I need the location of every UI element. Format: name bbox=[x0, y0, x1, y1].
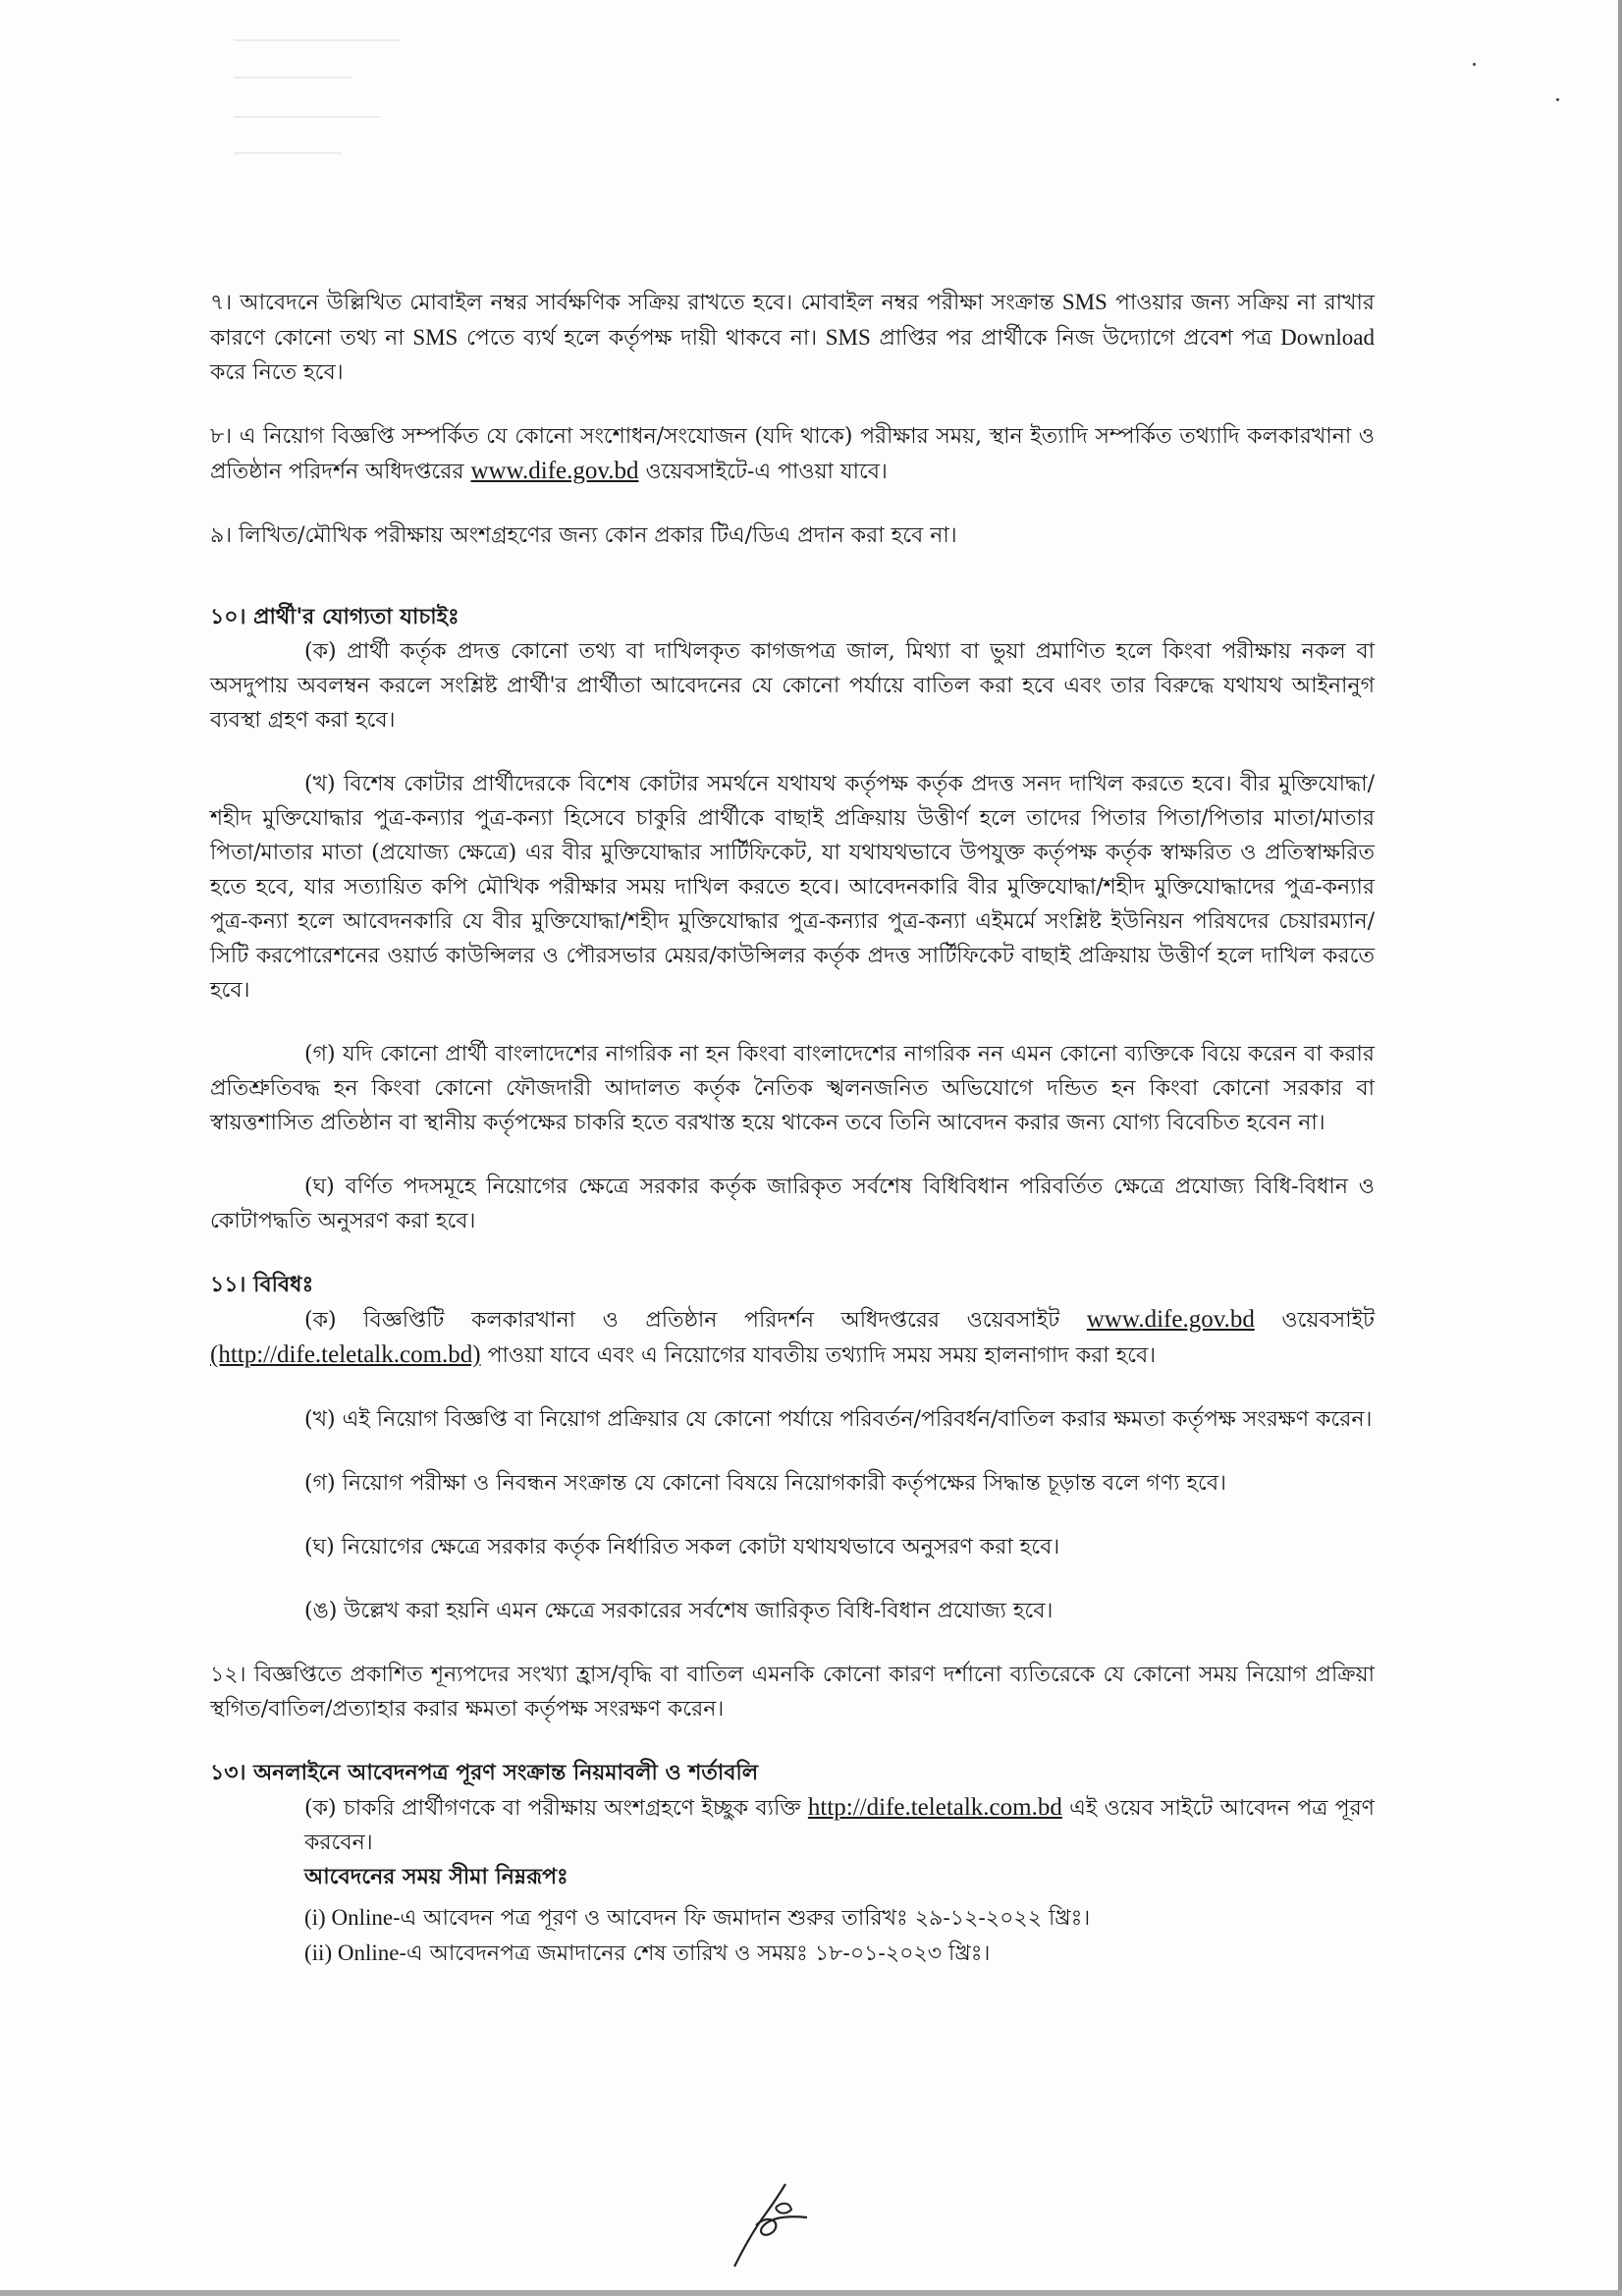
timeline-deadline bbox=[210, 1936, 1375, 1971]
scan-speck bbox=[1473, 63, 1476, 66]
item-11-uma: (ঙ) উল্লেখ করা হয়নি এমন ক্ষেত্রে সরকারের সর্বশেষ জারিকৃত বিধি-বিধান প্রযোজ্য হবে। bbox=[304, 1599, 1054, 1623]
dife-website-link[interactable]: www.dife.gov.bd bbox=[1086, 1306, 1255, 1333]
item-11-gha: (ঘ) নিয়োগের ক্ষেত্রে সরকার কর্তৃক নির্ধারিত সকল কোটা যথাযথভাবে অনুসরণ করা হবে। bbox=[304, 1535, 1060, 1559]
item-8-text: ওয়েবসাইটে-এ পাওয়া যাবে। bbox=[638, 460, 888, 484]
timeline-start bbox=[210, 1900, 1375, 1936]
item-7-download: Download bbox=[1280, 325, 1375, 350]
show-through-line bbox=[234, 116, 381, 118]
timeline-deadline-text: -এ আবেদনপত্র জমাদানের শেষ তারিখ ও সময়ঃ ১৮-০১-২০২৩ খ্রিঃ। bbox=[399, 1941, 991, 1966]
item-13-ka-text: এই ওয়েব সাইটে আবেদন পত্র পূরণ করবেন। bbox=[304, 1796, 1375, 1855]
item-10-kha: (খ) বিশেষ কোটার প্রার্থীদেরকে বিশেষ কোটার সমর্থনে যথাযথ কর্তৃপক্ষ কর্তৃক প্রদত্ত সনদ দাখিল করতে হবে। বীর মুক্তিযোদ্ধা/শহীদ মুক্তিযোদ্ধার পুত্র-কন্যার পুত্র-কন্যা হিসেবে চাকুরি প্রার্থীকে বাছাই প্রক্রিয়ায় উত্তীর্ণ হলে তাদের পিতার পিতা/পিতার মাতা/মাতার পিতা/মাতার মাতা (প্রযোজ্য ক্ষেত্রে) এর বীর মুক্তিযোদ্ধার সার্টিফিকেট, যা যথাযথভাবে উপযুক্ত কর্তৃপক্ষ কর্তৃক স্বাক্ষরিত ও প্রতিস্বাক্ষরিত হতে হবে, যার সত্যায়িত কপি মৌখিক পরীক্ষার সময় দাখিল করতে হবে। আবেদনকারি বীর মুক্তিযোদ্ধা/শহীদ মুক্তিযোদ্ধাদের পুত্র-কন্যার পুত্র-কন্যা হলে আবেদনকারি যে বীর মুক্তিযোদ্ধা/শহীদ মুক্তিযোদ্ধার পুত্র-কন্যার পুত্র-কন্যা এইমর্মে সংশ্লিষ্ট ইউনিয়ন পরিষদের চেয়ারম্যান/সিটি করপোরেশনের ওয়ার্ড কাউন্সিলর ও পৌরসভার মেয়র/কাউন্সিলর কর্তৃক প্রদত্ত সার্টিফিকেট বাছাই প্রক্রিয়ায় উত্তীর্ণ হলে দাখিল করতে হবে। bbox=[210, 772, 1375, 1003]
item-7-text: করে নিতে হবে। bbox=[210, 360, 344, 385]
show-through-line bbox=[234, 152, 342, 154]
timeline-start-text: -এ আবেদন পত্র পূরণ ও আবেদন ফি জমাদান শুরুর তারিখঃ ২৯-১২-২০২২ খ্রিঃ। bbox=[393, 1906, 1091, 1931]
item-13-ka bbox=[210, 1790, 1375, 1860]
item-7-text: পেতে ব্যর্থ হলে কর্তৃপক্ষ দায়ী থাকবে না। bbox=[458, 326, 826, 351]
item-11-ka-text: ওয়েবসাইট bbox=[1254, 1308, 1376, 1333]
item-10-heading: ১০। প্রার্থী'র যোগ্যতা যাচাইঃ bbox=[210, 604, 460, 629]
timeline-number: (i) bbox=[304, 1905, 332, 1930]
item-7 bbox=[210, 285, 1375, 390]
item-8-text: ৮। এ নিয়োগ বিজ্ঞপ্তি সম্পর্কিত যে কোনো সংশোধন/সংযোজন (যদি থাকে) পরীক্ষার সময়, স্থান ইত্যাদি সম্পর্কিত তথ্যাদি কলকারখানা ও প্রতিষ্ঠান পরিদর্শন অধিদপ্তরের bbox=[210, 424, 1375, 484]
online-label: Online bbox=[331, 1905, 394, 1930]
item-11-ga: (গ) নিয়োগ পরীক্ষা ও নিবন্ধন সংক্রান্ত যে কোনো বিষয়ে নিয়োগকারী কর্তৃপক্ষের সিদ্ধান্ত চূড়ান্ত বলে গণ্য হবে। bbox=[304, 1471, 1227, 1496]
item-10-ga: (গ) যদি কোনো প্রার্থী বাংলাদেশের নাগরিক না হন কিংবা বাংলাদেশের নাগরিক নন এমন কোনো ব্যক্তিকে বিয়ে করেন বা করার প্রতিশ্রুতিবদ্ধ হন কিংবা কোনো ফৌজদারী আদালত কর্তৃক নৈতিক স্খলনজনিত অভিযোগে দন্ডিত হন কিংবা কোনো সরকার বা স্বায়ত্তশাসিত প্রতিষ্ঠান বা স্থানীয় কর্তৃপক্ষের চাকরি হতে বরখাস্ত হয়ে থাকেন তবে তিনি আবেদন করার জন্য যোগ্য বিবেচিত হবেন না। bbox=[210, 1042, 1375, 1135]
item-11-kha: (খ) এই নিয়োগ বিজ্ঞপ্তি বা নিয়োগ প্রক্রিয়ার যে কোনো পর্যায়ে পরিবর্তন/পরিবর্ধন/বাতিল করার ক্ষমতা কর্তৃপক্ষ সংরক্ষণ করেন। bbox=[304, 1407, 1373, 1432]
show-through-line bbox=[234, 77, 351, 79]
item-7-sms: SMS bbox=[825, 325, 871, 350]
teletalk-website-link[interactable]: (http://dife.teletalk.com.bd) bbox=[210, 1341, 481, 1368]
dife-website-link[interactable]: www.dife.gov.bd bbox=[470, 458, 639, 484]
item-7-sms: SMS bbox=[1061, 290, 1108, 314]
page-bottom-edge bbox=[0, 2290, 1622, 2296]
item-11-heading: ১১। বিবিধঃ bbox=[210, 1272, 314, 1297]
item-7-sms: SMS bbox=[412, 325, 459, 350]
item-11-ka-text: পাওয়া যাবে এবং এ নিয়োগের যাবতীয় তথ্যাদি সময় সময় হালনাগাদ করা হবে। bbox=[480, 1343, 1157, 1368]
page-right-edge bbox=[1618, 0, 1622, 2296]
signature-mark bbox=[717, 2157, 825, 2274]
item-9: ৯। লিখিত/মৌখিক পরীক্ষায় অংশগ্রহণের জন্য কোন প্রকার টিএ/ডিএ প্রদান করা হবে না। bbox=[210, 523, 957, 548]
item-7-text: প্রাপ্তির পর প্রার্থীকে নিজ উদ্যোগে প্রবেশ পত্র bbox=[870, 326, 1281, 351]
item-10-gha: (ঘ) বর্ণিত পদসমূহে নিয়োগের ক্ষেত্রে সরকার কর্তৃক জারিকৃত সর্বশেষ বিধিবিধান পরিবর্তিত ক্ষেত্রে প্রযোজ্য বিধি-বিধান ও কোটাপদ্ধতি অনুসরণ করা হবে। bbox=[210, 1175, 1375, 1233]
online-label: Online bbox=[337, 1941, 400, 1965]
item-7-text: পাওয়ার জন্য সক্রিয় না রাখার কারণে কোনো তথ্য না bbox=[210, 291, 1375, 351]
item-10-ka: (ক) প্রার্থী কর্তৃক প্রদত্ত কোনো তথ্য বা দাখিলকৃত কাগজপত্র জাল, মিথ্যা বা ভুয়া প্রমাণিত হলে কিংবা পরীক্ষায় নকল বা অসদুপায় অবলম্বন করলে সংশ্লিষ্ট প্রার্থী'র প্রার্থীতা আবেদনের যে কোনো পর্যায়ে বাতিল করা হবে এবং তার বিরুদ্ধে যথাযথ আইনানুগ ব্যবস্থা গ্রহণ করা হবে। bbox=[210, 639, 1375, 733]
item-13-ka-text: (ক) চাকরি প্রার্থীগণকে বা পরীক্ষায় অংশগ্রহণে ইচ্ছুক ব্যক্তি bbox=[304, 1796, 808, 1821]
item-11-ka-text: (ক) বিজ্ঞপ্তিটি কলকারখানা ও প্রতিষ্ঠান পরিদর্শন অধিদপ্তরের ওয়েবসাইট bbox=[304, 1308, 1087, 1333]
item-8 bbox=[210, 419, 1375, 489]
document-body bbox=[210, 285, 1375, 1971]
item-11-ka bbox=[210, 1302, 1375, 1373]
timeline-number: (ii) bbox=[304, 1941, 338, 1965]
item-12: ১২। বিজ্ঞপ্তিতে প্রকাশিত শূন্যপদের সংখ্যা হ্রাস/বৃদ্ধি বা বাতিল এমনকি কোনো কারণ দর্শানো ব্যতিরেকে যে কোনো সময় নিয়োগ প্রক্রিয়া স্থগিত/বাতিল/প্রত্যাহার করার ক্ষমতা কর্তৃপক্ষ সংরক্ষণ করেন। bbox=[210, 1663, 1375, 1722]
application-timeline-heading: আবেদনের সময় সীমা নিম্নরূপঃ bbox=[304, 1864, 568, 1889]
show-through-line bbox=[234, 39, 401, 41]
teletalk-website-link[interactable]: http://dife.teletalk.com.bd bbox=[807, 1794, 1062, 1821]
scan-speck bbox=[1556, 98, 1559, 101]
item-13-heading: ১৩। অনলাইনে আবেদনপত্র পূরণ সংক্রান্ত নিয়মাবলী ও শর্তাবলি bbox=[210, 1760, 759, 1785]
item-7-text: ৭। আবেদনে উল্লিখিত মোবাইল নম্বর সার্বক্ষণিক সক্রিয় রাখতে হবে। মোবাইল নম্বর পরীক্ষা সংক্রান্ত bbox=[210, 291, 1062, 315]
